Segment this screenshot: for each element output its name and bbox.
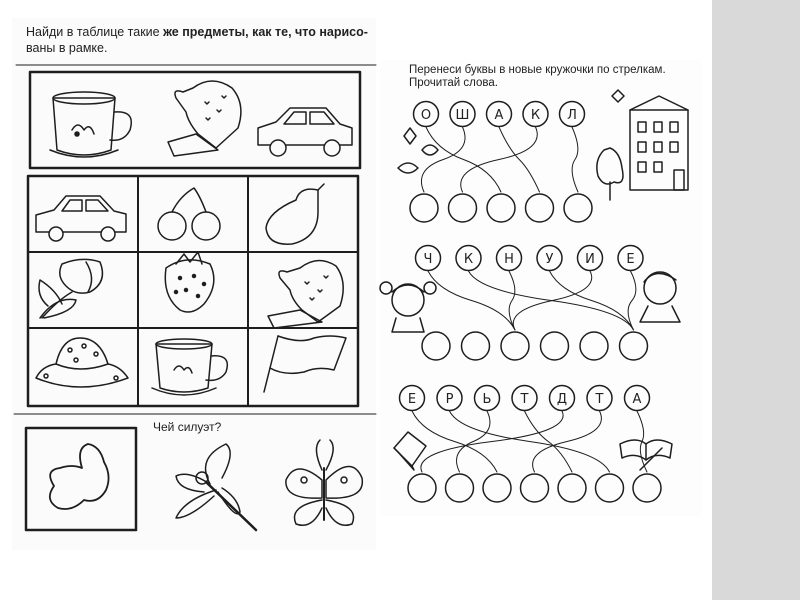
- arrow-line: [513, 271, 591, 330]
- row-letter: Л: [567, 108, 577, 123]
- row-letter: Н: [504, 252, 514, 267]
- row-letter: Ь: [482, 392, 492, 407]
- row-letter: О: [420, 108, 432, 123]
- boy-icon: [640, 272, 680, 322]
- answer-circle[interactable]: [487, 194, 515, 222]
- answer-circle[interactable]: [462, 332, 490, 360]
- answer-circle[interactable]: [449, 194, 477, 222]
- tree-icon: [597, 148, 623, 200]
- row-letter: Р: [445, 392, 454, 407]
- arrow-line: [461, 127, 538, 192]
- strawberry-icon: [165, 252, 214, 312]
- open-book-icon: [620, 440, 672, 470]
- mitten-icon: [268, 260, 343, 328]
- row-letter: Ш: [455, 108, 470, 123]
- girl-icon: [380, 282, 436, 332]
- hat-icon: [36, 338, 128, 387]
- answer-circle[interactable]: [558, 474, 586, 502]
- answer-circle[interactable]: [408, 474, 436, 502]
- instruction-bold: же предметы, как те, что нарисо-: [163, 25, 368, 39]
- car-icon: [258, 108, 352, 156]
- flag-icon: [264, 336, 346, 392]
- instruction-line2: Прочитай слова.: [409, 77, 498, 89]
- arrow-line: [628, 271, 636, 330]
- row-letter: У: [545, 252, 554, 267]
- answer-circle[interactable]: [483, 474, 511, 502]
- arrow-line: [499, 127, 540, 192]
- arrow-line: [412, 411, 497, 472]
- row-letter: А: [494, 108, 504, 123]
- cherries-icon: [158, 188, 220, 240]
- answer-circle[interactable]: [521, 474, 549, 502]
- row-letter: Т: [595, 392, 604, 407]
- answer-circle[interactable]: [580, 332, 608, 360]
- letter-rows: [400, 102, 662, 503]
- mitten-icon: [168, 81, 241, 156]
- row-letter: Д: [556, 392, 568, 407]
- answer-circle[interactable]: [446, 474, 474, 502]
- arrow-line: [421, 411, 563, 472]
- school-building-icon: [630, 96, 688, 190]
- butterfly-silhouette-icon: [50, 444, 109, 509]
- instruction-line2: ваны в рамке.: [26, 41, 108, 55]
- answer-circle[interactable]: [564, 194, 592, 222]
- answer-circle[interactable]: [410, 194, 438, 222]
- instruction-plain: Найди в таблице такие: [26, 25, 164, 39]
- cup-icon: [152, 339, 227, 395]
- row-letter: А: [632, 392, 642, 407]
- cup-icon: [50, 92, 131, 157]
- arrow-line: [509, 271, 515, 330]
- row-letter: И: [585, 252, 595, 267]
- answer-circle[interactable]: [541, 332, 569, 360]
- row-letter: К: [530, 108, 541, 123]
- answer-circle[interactable]: [422, 332, 450, 360]
- answer-circle[interactable]: [596, 474, 624, 502]
- silhouette-question: Чей силуэт?: [153, 420, 222, 434]
- silhouette-frame: [26, 428, 136, 530]
- answer-circle[interactable]: [633, 474, 661, 502]
- car-icon: [36, 196, 126, 241]
- instruction-line1: Перенеси буквы в новые кружочки по стрелкам.: [409, 64, 666, 76]
- answer-circle[interactable]: [620, 332, 648, 360]
- row-letter: Ч: [423, 252, 433, 267]
- arrow-line: [421, 127, 465, 192]
- row-letter: К: [463, 252, 474, 267]
- row-letter: Е: [407, 392, 417, 407]
- row-letter: Е: [626, 252, 635, 267]
- arrow-line: [457, 411, 490, 472]
- butterfly-icon: [286, 440, 362, 525]
- answer-circle[interactable]: [526, 194, 554, 222]
- arrow-line: [428, 271, 515, 330]
- answer-circle[interactable]: [501, 332, 529, 360]
- tulip-icon: [39, 259, 102, 318]
- row-letter: Т: [520, 392, 529, 407]
- dragonfly-icon: [176, 444, 256, 530]
- pear-icon: [266, 184, 324, 244]
- arrow-line: [426, 127, 501, 192]
- arrow-line: [572, 127, 578, 192]
